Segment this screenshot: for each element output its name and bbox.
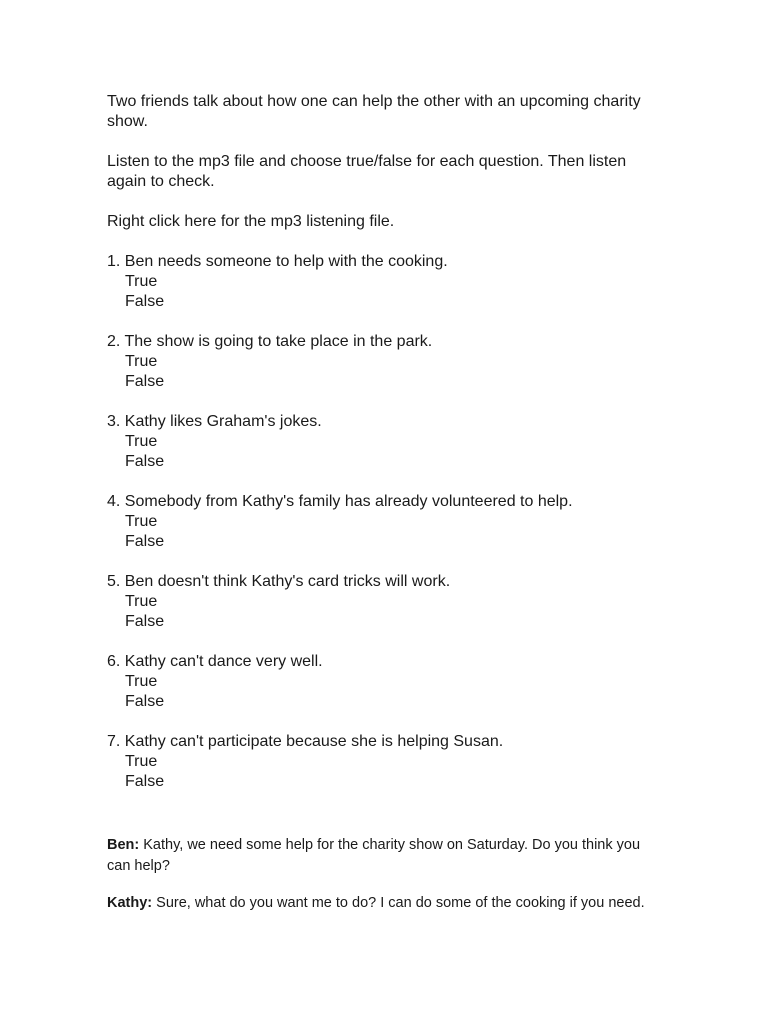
option-true[interactable]: True <box>125 513 158 530</box>
option-true[interactable]: True <box>125 673 158 690</box>
option-false[interactable]: False <box>125 373 165 390</box>
option-true[interactable]: True <box>125 433 158 450</box>
option-false[interactable]: False <box>125 693 165 710</box>
question-7 <box>107 732 667 792</box>
option-true[interactable]: True <box>125 593 158 610</box>
question-text: 1. Ben needs someone to help with the cooking. <box>107 253 448 270</box>
dialogue-text: Sure, what do you want me to do? I can do some of the cooking if you need. <box>152 895 645 911</box>
question-text: 7. Kathy can't participate because she is helping Susan. <box>107 733 504 750</box>
dialogue-text: Kathy, we need some help for the charity show on Saturday. Do you think you can help? <box>107 837 641 874</box>
document-body <box>107 92 667 812</box>
speaker-name: Ben: <box>107 837 140 853</box>
option-false[interactable]: False <box>125 453 165 470</box>
question-text: 4. Somebody from Kathy's family has already volunteered to help. <box>107 493 573 510</box>
option-false[interactable]: False <box>125 613 165 630</box>
question-3 <box>107 412 667 472</box>
question-2 <box>107 332 667 392</box>
intro-instructions: Listen to the mp3 file and choose true/false for each question. Then listen again to check. <box>107 153 627 190</box>
option-true[interactable]: True <box>125 273 158 290</box>
option-false[interactable]: False <box>125 773 165 790</box>
option-false[interactable]: False <box>125 293 165 310</box>
dialogue-line-kathy <box>107 893 667 914</box>
question-text: 3. Kathy likes Graham's jokes. <box>107 413 322 430</box>
intro-description: Two friends talk about how one can help the other with an upcoming charity show. <box>107 93 641 130</box>
dialogue-transcript <box>107 835 667 930</box>
question-1 <box>107 252 667 312</box>
question-text: 6. Kathy can't dance very well. <box>107 653 323 670</box>
question-6 <box>107 652 667 712</box>
option-true[interactable]: True <box>125 753 158 770</box>
mp3-link[interactable]: Right click here for the mp3 listening file. <box>107 213 395 230</box>
speaker-name: Kathy: <box>107 895 153 911</box>
question-5 <box>107 572 667 632</box>
option-true[interactable]: True <box>125 353 158 370</box>
dialogue-line-ben <box>107 835 667 877</box>
option-false[interactable]: False <box>125 533 165 550</box>
question-4 <box>107 492 667 552</box>
question-text: 2. The show is going to take place in the park. <box>107 333 433 350</box>
question-text: 5. Ben doesn't think Kathy's card tricks will work. <box>107 573 451 590</box>
